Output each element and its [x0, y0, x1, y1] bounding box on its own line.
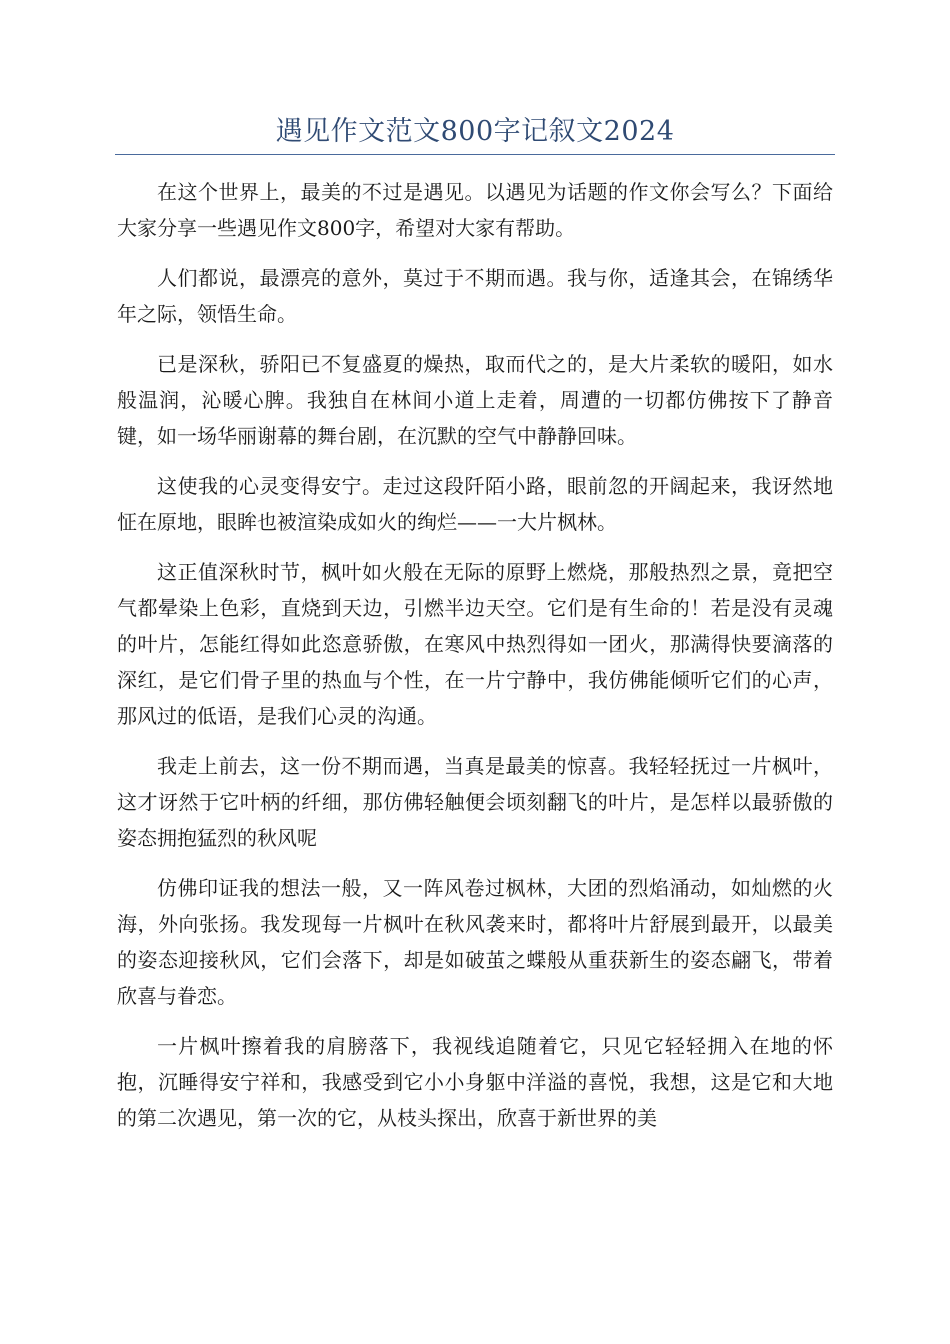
- paragraph: 人们都说，最漂亮的意外，莫过于不期而遇。我与你，适逢其会，在锦绣华年之际，领悟生命。: [117, 266, 833, 326]
- title-underline: [115, 154, 835, 155]
- paragraph: 这使我的心灵变得安宁。走过这段阡陌小路，眼前忽的开阔起来，我讶然地怔在原地，眼眸也被渲染成如火的绚烂——一大片枫林。: [117, 474, 833, 534]
- document-title: 遇见作文范文800字记叙文2024: [275, 116, 675, 147]
- paragraph: 仿佛印证我的想法一般，又一阵风卷过枫林，大团的烈焰涌动，如灿燃的火海，外向张扬。我发现每一片枫叶在秋风袭来时，都将叶片舒展到最开，以最美的姿态迎接秋风，它们会落下，却是如破茧之蝶般从重获新生的姿态翩飞，带着欣喜与眷恋。: [117, 876, 833, 1008]
- paragraph: 我走上前去，这一份不期而遇，当真是最美的惊喜。我轻轻抚过一片枫叶，这才讶然于它叶柄的纤细，那仿佛轻触便会顷刻翻飞的叶片，是怎样以最骄傲的姿态拥抱猛烈的秋风呢: [117, 754, 833, 850]
- paragraph: 这正值深秋时节，枫叶如火般在无际的原野上燃烧，那般热烈之景，竟把空气都晕染上色彩，直烧到天边，引燃半边天空。它们是有生命的！若是没有灵魂的叶片，怎能红得如此恣意骄傲，在寒风中热烈得如一团火，那满得快要滴落的深红，是它们骨子里的热血与个性，在一片宁静中，我仿佛能倾听它们的心声，那风过的低语，是我们心灵的沟通。: [117, 560, 833, 728]
- document-body: [117, 174, 833, 1150]
- paragraph: 在这个世界上，最美的不过是遇见。以遇见为话题的作文你会写么？下面给大家分享一些遇见作文800字，希望对大家有帮助。: [117, 180, 833, 240]
- paragraph: 已是深秋，骄阳已不复盛夏的燥热，取而代之的，是大片柔软的暖阳，如水般温润，沁暖心脾。我独自在林间小道上走着，周遭的一切都仿佛按下了静音键，如一场华丽谢幕的舞台剧，在沉默的空气中静静回味。: [117, 352, 833, 448]
- paragraph: 一片枫叶擦着我的肩膀落下，我视线追随着它，只见它轻轻拥入在地的怀抱，沉睡得安宁祥和，我感受到它小小身躯中洋溢的喜悦，我想，这是它和大地的第二次遇见，第一次的它，从枝头探出，欣喜于新世界的美: [117, 1034, 833, 1130]
